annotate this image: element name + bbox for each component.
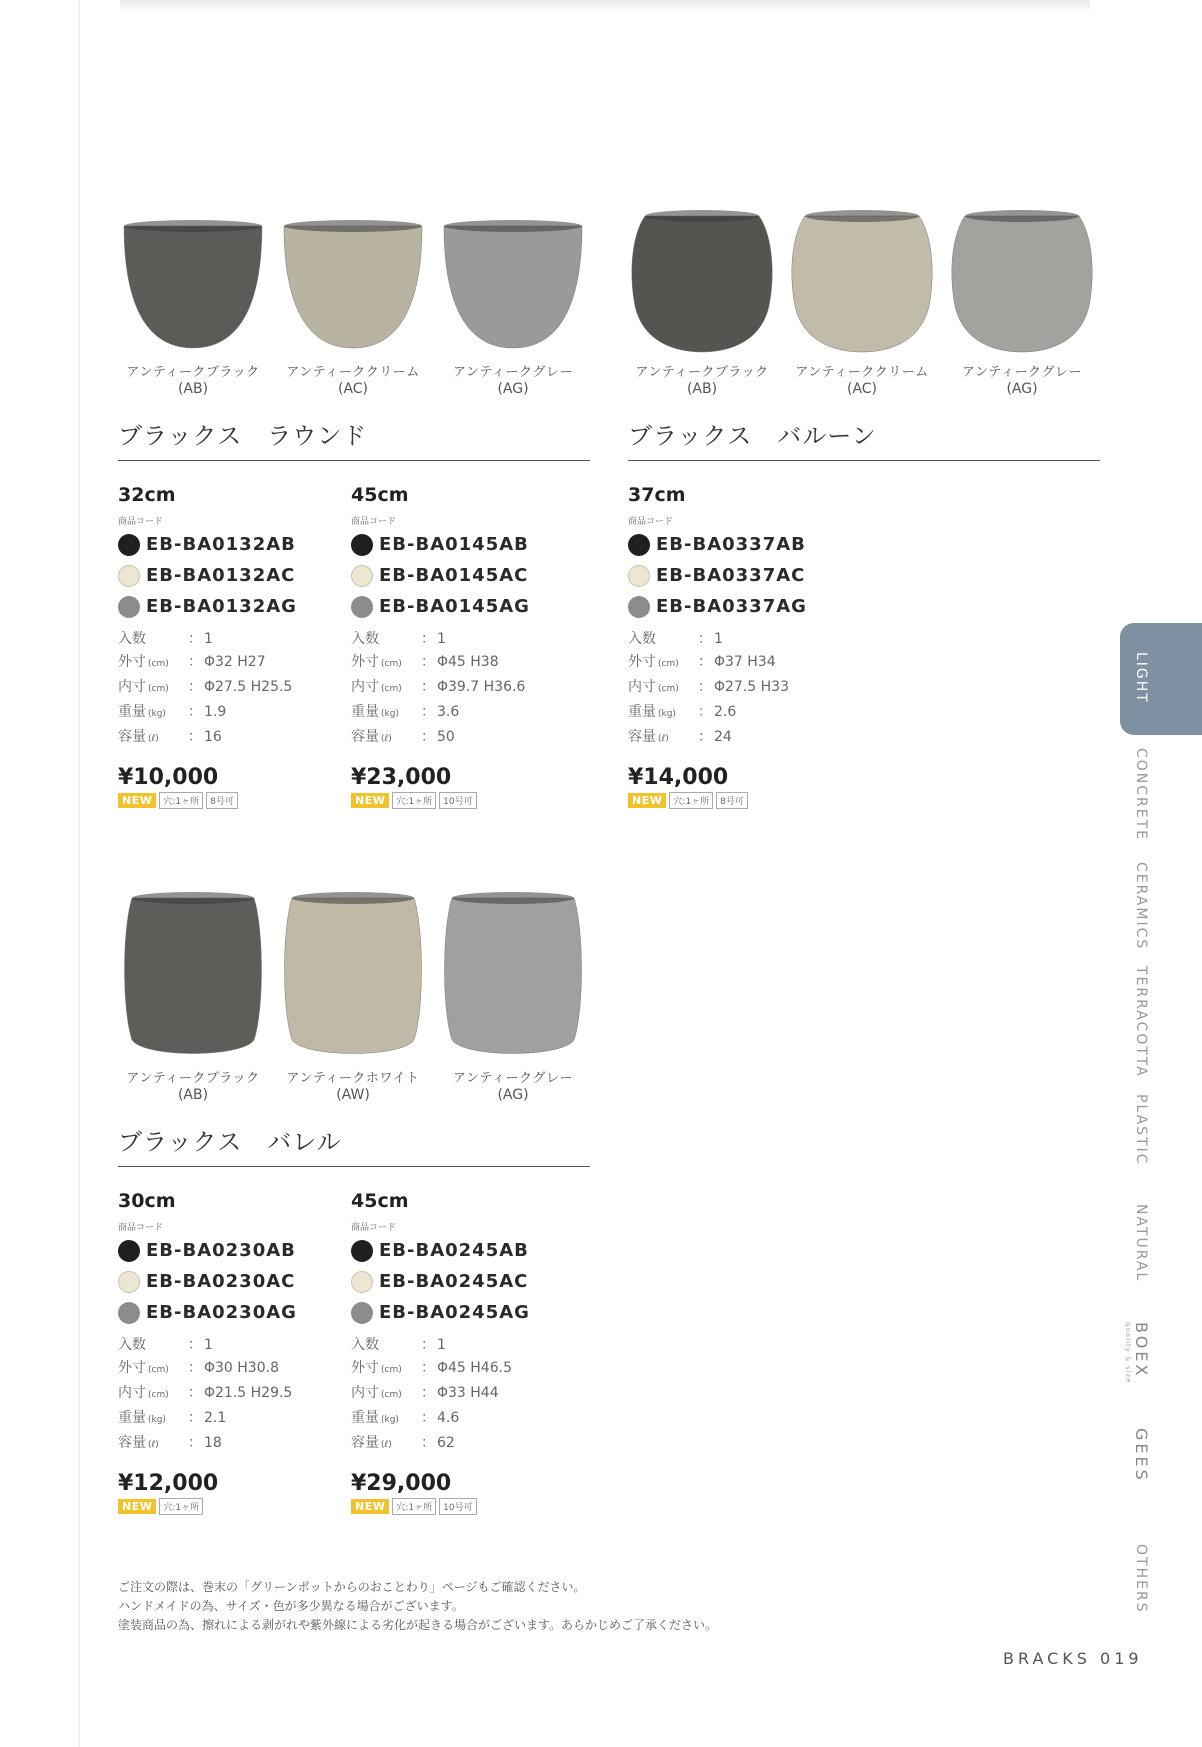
pot-balloon-ab [622,206,782,397]
attr-value: 1 [437,631,446,647]
product-code-header: 商品コード [351,1223,397,1233]
attr-value: 3.6 [437,704,460,720]
code-row-ag [351,1297,571,1328]
product-code-header: 商品コード [118,517,164,527]
pot-image [787,206,937,356]
new-badge: NEW [351,1499,389,1514]
pot-color-label: アンティークグレー [453,1071,573,1086]
attr-label: 入数 [628,631,656,647]
attr-value: Φ37 H34 [714,654,776,670]
attr-unit: (ℓ) [381,734,392,744]
attr-label: 重量 [628,704,656,720]
note-line: ご注文の際は、巻末の「グリーンポットからのおことわり」ページもご確認ください。 [118,1580,586,1594]
attr-label: 重量 [351,1410,379,1426]
code-row-ab [628,529,848,560]
attr-unit: (cm) [381,1365,402,1375]
spec-attributes [351,1334,571,1457]
new-badge: NEW [351,793,389,808]
attr-outer [351,651,571,676]
attr-label: 外寸 [351,1360,379,1376]
attr-value: 2.6 [714,704,737,720]
attr-value: 1 [437,1337,446,1353]
product-code: EB-BA0230AC [146,1271,296,1292]
nav-item-concrete[interactable]: CONCRETE [1133,748,1149,842]
attr-label: 重量 [118,704,146,720]
attr-label: 容量 [351,1435,379,1451]
attr-label: 容量 [118,729,146,745]
color-swatch-cream [118,1271,140,1293]
pot-image [947,206,1097,356]
attr-outer [628,651,848,676]
page-binding-edge [78,0,80,1747]
tag-list [351,1498,571,1515]
code-row-ac [118,1266,338,1297]
code-row-ab [351,1235,571,1266]
attr-label: 内寸 [351,679,379,695]
pot-barrel-aw [273,890,433,1103]
attr-value: 1 [204,1337,213,1353]
pot-balloon-ag [942,206,1102,397]
spec-block-barrel-30 [118,1190,338,1515]
attr-unit: (cm) [381,684,402,694]
code-row-ac [351,1266,571,1297]
spec-attributes [118,1334,338,1457]
attr-quantity [118,1334,338,1357]
attr-label: 内寸 [628,679,656,695]
pot-image [438,890,588,1062]
pot-color-code: (AG) [497,1087,529,1103]
attr-inner [118,676,338,701]
drain-hole-tag: 穴:1ヶ所 [392,792,436,809]
pot-color-label: アンティークブラック [126,365,260,380]
attr-separator: ： [698,704,712,720]
spec-attributes [118,628,338,751]
attr-separator: ： [698,654,712,670]
pot-balloon-ac [782,206,942,397]
color-swatch-gray [351,1302,373,1324]
attr-unit: (cm) [381,1390,402,1400]
attr-capacity [628,726,848,751]
attr-value: 18 [204,1435,222,1451]
attr-label: 容量 [351,729,379,745]
tag-list [628,792,848,809]
pot-color-label: アンティーククリーム [286,365,420,380]
spec-block-barrel-45 [351,1190,571,1515]
color-swatch-gray [118,1302,140,1324]
attr-label: 入数 [351,631,379,647]
attr-separator: ： [698,631,712,647]
series-divider [118,460,590,461]
attr-value: 1 [714,631,723,647]
attr-unit: (kg) [381,1415,399,1425]
attr-separator: ： [188,1435,202,1451]
attr-separator: ： [188,1385,202,1401]
note-line: 塗装商品の為、擦れによる剥がれや紫外線による劣化が起きる場合がございます。あらかじめご了承ください。 [118,1618,718,1632]
note-line: ハンドメイドの為、サイズ・色が多少異なる場合がございます。 [118,1599,464,1613]
pot-color-code: (AG) [497,381,529,397]
attr-separator: ： [421,631,435,647]
spec-attributes [628,628,848,751]
attr-value: Φ27.5 H33 [714,679,789,695]
page-footer: BRACKS 019 [1003,1649,1143,1668]
pot-row-barrel [113,890,593,1103]
attr-value: 1 [204,631,213,647]
attr-label: 内寸 [118,679,146,695]
attr-unit: (kg) [148,709,166,719]
product-code: EB-BA0337AG [656,596,807,617]
code-row-ab [351,529,571,560]
price: ¥23,000 [351,765,452,790]
pot-color-label: アンティーククリーム [795,365,929,380]
new-badge: NEW [628,793,666,808]
attr-label: 入数 [118,631,146,647]
pot-color-label: アンティークホワイト [286,1071,420,1086]
attr-separator: ： [421,1385,435,1401]
pot-color-label: アンティークブラック [126,1071,260,1086]
pot-image [627,206,777,356]
code-row-ab [118,529,338,560]
pot-color-label: アンティークブラック [635,365,769,380]
attr-label: 外寸 [628,654,656,670]
attr-label: 入数 [118,1337,146,1353]
attr-separator: ： [421,729,435,745]
pot-color-code: (AC) [337,381,369,397]
pot-size-tag: 8号可 [716,792,748,809]
attr-separator: ： [421,1337,435,1353]
price: ¥12,000 [118,1471,219,1496]
pot-round-ag [433,218,593,397]
product-code: EB-BA0337AC [656,565,806,586]
series-title-barrel: ブラックス バレル [118,1128,342,1156]
attr-unit: (ℓ) [658,734,669,744]
attr-value: 50 [437,729,455,745]
product-code: EB-BA0145AB [379,534,529,555]
drain-hole-tag: 穴:1ヶ所 [669,792,713,809]
attr-value: Φ27.5 H25.5 [204,679,293,695]
nav-item-others[interactable]: OTHERS [1133,1544,1149,1614]
attr-unit: (cm) [658,684,679,694]
attr-value: 16 [204,729,222,745]
color-swatch-black [351,534,373,556]
attr-unit: (cm) [148,1390,169,1400]
attr-value: 4.6 [437,1410,460,1426]
attr-value: Φ45 H38 [437,654,499,670]
product-code-header: 商品コード [351,517,397,527]
nav-item-plastic[interactable]: PLASTIC [1133,1094,1149,1166]
series-divider [118,1166,590,1167]
attr-weight [118,1407,338,1432]
product-code: EB-BA0145AC [379,565,529,586]
attr-separator: ： [421,679,435,695]
notes [118,1578,717,1635]
nav-item-light[interactable]: LIGHT [1133,652,1149,704]
attr-value: Φ33 H44 [437,1385,499,1401]
color-swatch-cream [351,1271,373,1293]
pot-image [438,218,588,356]
attr-unit: (kg) [658,709,676,719]
pot-color-label: アンティークグレー [453,365,573,380]
series-title-balloon: ブラックス バルーン [628,422,877,450]
pot-row-balloon [622,206,1102,397]
attr-separator: ： [421,1410,435,1426]
attr-label: 容量 [628,729,656,745]
drain-hole-tag: 穴:1ヶ所 [159,792,203,809]
color-swatch-gray [628,596,650,618]
top-image-edge [120,0,1090,14]
attr-unit: (cm) [658,659,679,669]
attr-capacity [118,726,338,751]
code-row-ag [628,591,848,622]
pot-size-tag: 10号可 [439,1498,476,1515]
attr-separator: ： [188,704,202,720]
drain-hole-tag: 穴:1ヶ所 [159,1498,203,1515]
attr-quantity [628,628,848,651]
color-swatch-black [118,1240,140,1262]
attr-value: 62 [437,1435,455,1451]
attr-unit: (kg) [148,1415,166,1425]
product-code: EB-BA0145AG [379,596,530,617]
code-row-ac [118,560,338,591]
attr-unit: (ℓ) [381,1440,392,1450]
attr-unit: (ℓ) [148,734,159,744]
pot-round-ab [113,218,273,397]
color-swatch-cream [118,565,140,587]
nav-item-boex-sub: quality & size [1124,1322,1132,1384]
product-code: EB-BA0132AB [146,534,296,555]
color-swatch-cream [628,565,650,587]
code-row-ac [628,560,848,591]
pot-color-code: (AG) [1006,381,1038,397]
attr-separator: ： [421,704,435,720]
attr-outer [118,651,338,676]
attr-capacity [351,1432,571,1457]
pot-image [118,890,268,1062]
product-code: EB-BA0337AB [656,534,806,555]
attr-inner [351,676,571,701]
pot-row-round [113,218,593,397]
attr-inner [118,1382,338,1407]
color-swatch-black [118,534,140,556]
code-row-ag [351,591,571,622]
attr-separator: ： [188,679,202,695]
attr-value: 24 [714,729,732,745]
attr-unit: (cm) [148,659,169,669]
attr-separator: ： [421,1360,435,1376]
series-divider [628,460,1100,461]
pot-color-code: (AB) [177,381,209,397]
attr-weight [628,701,848,726]
attr-separator: ： [188,631,202,647]
attr-separator: ： [188,654,202,670]
pot-size-tag: 8号可 [206,792,238,809]
pot-image [278,218,428,356]
tag-list [118,1498,338,1515]
pot-color-code: (AB) [177,1087,209,1103]
tag-list [118,792,338,809]
product-code: EB-BA0230AG [146,1302,297,1323]
pot-barrel-ab [113,890,273,1103]
price: ¥29,000 [351,1471,452,1496]
price: ¥14,000 [628,765,729,790]
nav-item-natural[interactable]: NATURAL [1133,1204,1149,1283]
attr-value: 1.9 [204,704,227,720]
pot-image [118,218,268,356]
attr-quantity [118,628,338,651]
nav-item-gees[interactable]: GEES [1132,1428,1151,1483]
attr-value: Φ45 H46.5 [437,1360,512,1376]
attr-label: 入数 [351,1337,379,1353]
attr-label: 外寸 [118,654,146,670]
attr-outer [351,1357,571,1382]
attr-unit: (kg) [381,709,399,719]
spec-block-round-32 [118,484,338,809]
spec-size: 30cm [118,1190,176,1212]
attr-unit: (ℓ) [148,1440,159,1450]
attr-value: Φ21.5 H29.5 [204,1385,293,1401]
attr-capacity [351,726,571,751]
pot-image [278,890,428,1062]
color-swatch-gray [118,596,140,618]
spec-block-round-45 [351,484,571,809]
attr-separator: ： [188,1410,202,1426]
color-swatch-gray [351,596,373,618]
color-swatch-black [351,1240,373,1262]
attr-unit: (cm) [148,1365,169,1375]
attr-label: 外寸 [118,1360,146,1376]
product-code: EB-BA0230AB [146,1240,296,1261]
product-code: EB-BA0245AC [379,1271,529,1292]
attr-separator: ： [421,654,435,670]
spec-size: 37cm [628,484,686,506]
attr-unit: (cm) [148,684,169,694]
product-code-header: 商品コード [118,1223,164,1233]
attr-label: 外寸 [351,654,379,670]
spec-size: 45cm [351,1190,409,1212]
spec-size: 45cm [351,484,409,506]
pot-size-tag: 10号可 [439,792,476,809]
attr-value: 2.1 [204,1410,227,1426]
attr-value: Φ30 H30.8 [204,1360,279,1376]
attr-quantity [351,628,571,651]
attr-label: 内寸 [351,1385,379,1401]
nav-item-terracotta[interactable]: TERRACOTTA [1133,966,1149,1078]
pot-color-code: (AB) [686,381,718,397]
product-code: EB-BA0132AG [146,596,297,617]
new-badge: NEW [118,1499,156,1514]
product-code: EB-BA0245AG [379,1302,530,1323]
attr-separator: ： [698,729,712,745]
nav-item-ceramics[interactable]: CERAMICS [1133,862,1149,951]
attr-separator: ： [698,679,712,695]
product-code: EB-BA0132AC [146,565,296,586]
code-row-ag [118,1297,338,1328]
new-badge: NEW [118,793,156,808]
attr-capacity [118,1432,338,1457]
product-code: EB-BA0245AB [379,1240,529,1261]
attr-label: 重量 [351,704,379,720]
attr-unit: (cm) [381,659,402,669]
pot-color-label: アンティークグレー [962,365,1082,380]
attr-value: Φ39.7 H36.6 [437,679,526,695]
attr-separator: ： [188,729,202,745]
drain-hole-tag: 穴:1ヶ所 [392,1498,436,1515]
series-title-round: ブラックス ラウンド [118,422,368,450]
code-row-ag [118,591,338,622]
attr-separator: ： [421,1435,435,1451]
pot-round-ac [273,218,433,397]
attr-separator: ： [188,1337,202,1353]
attr-weight [118,701,338,726]
attr-weight [351,701,571,726]
pot-barrel-ag [433,890,593,1103]
color-swatch-black [628,534,650,556]
product-code-header: 商品コード [628,517,674,527]
attr-value: Φ32 H27 [204,654,266,670]
attr-inner [628,676,848,701]
attr-weight [351,1407,571,1432]
spec-size: 32cm [118,484,176,506]
spec-attributes [351,628,571,751]
attr-separator: ： [188,1360,202,1376]
attr-label: 重量 [118,1410,146,1426]
attr-quantity [351,1334,571,1357]
price: ¥10,000 [118,765,219,790]
tag-list [351,792,571,809]
attr-label: 内寸 [118,1385,146,1401]
spec-block-balloon-37 [628,484,848,809]
code-row-ac [351,560,571,591]
color-swatch-cream [351,565,373,587]
attr-inner [351,1382,571,1407]
attr-label: 容量 [118,1435,146,1451]
code-row-ab [118,1235,338,1266]
attr-outer [118,1357,338,1382]
pot-color-code: (AC) [846,381,878,397]
nav-item-boex[interactable]: BOEX [1132,1322,1151,1379]
pot-color-code: (AW) [336,1087,370,1103]
